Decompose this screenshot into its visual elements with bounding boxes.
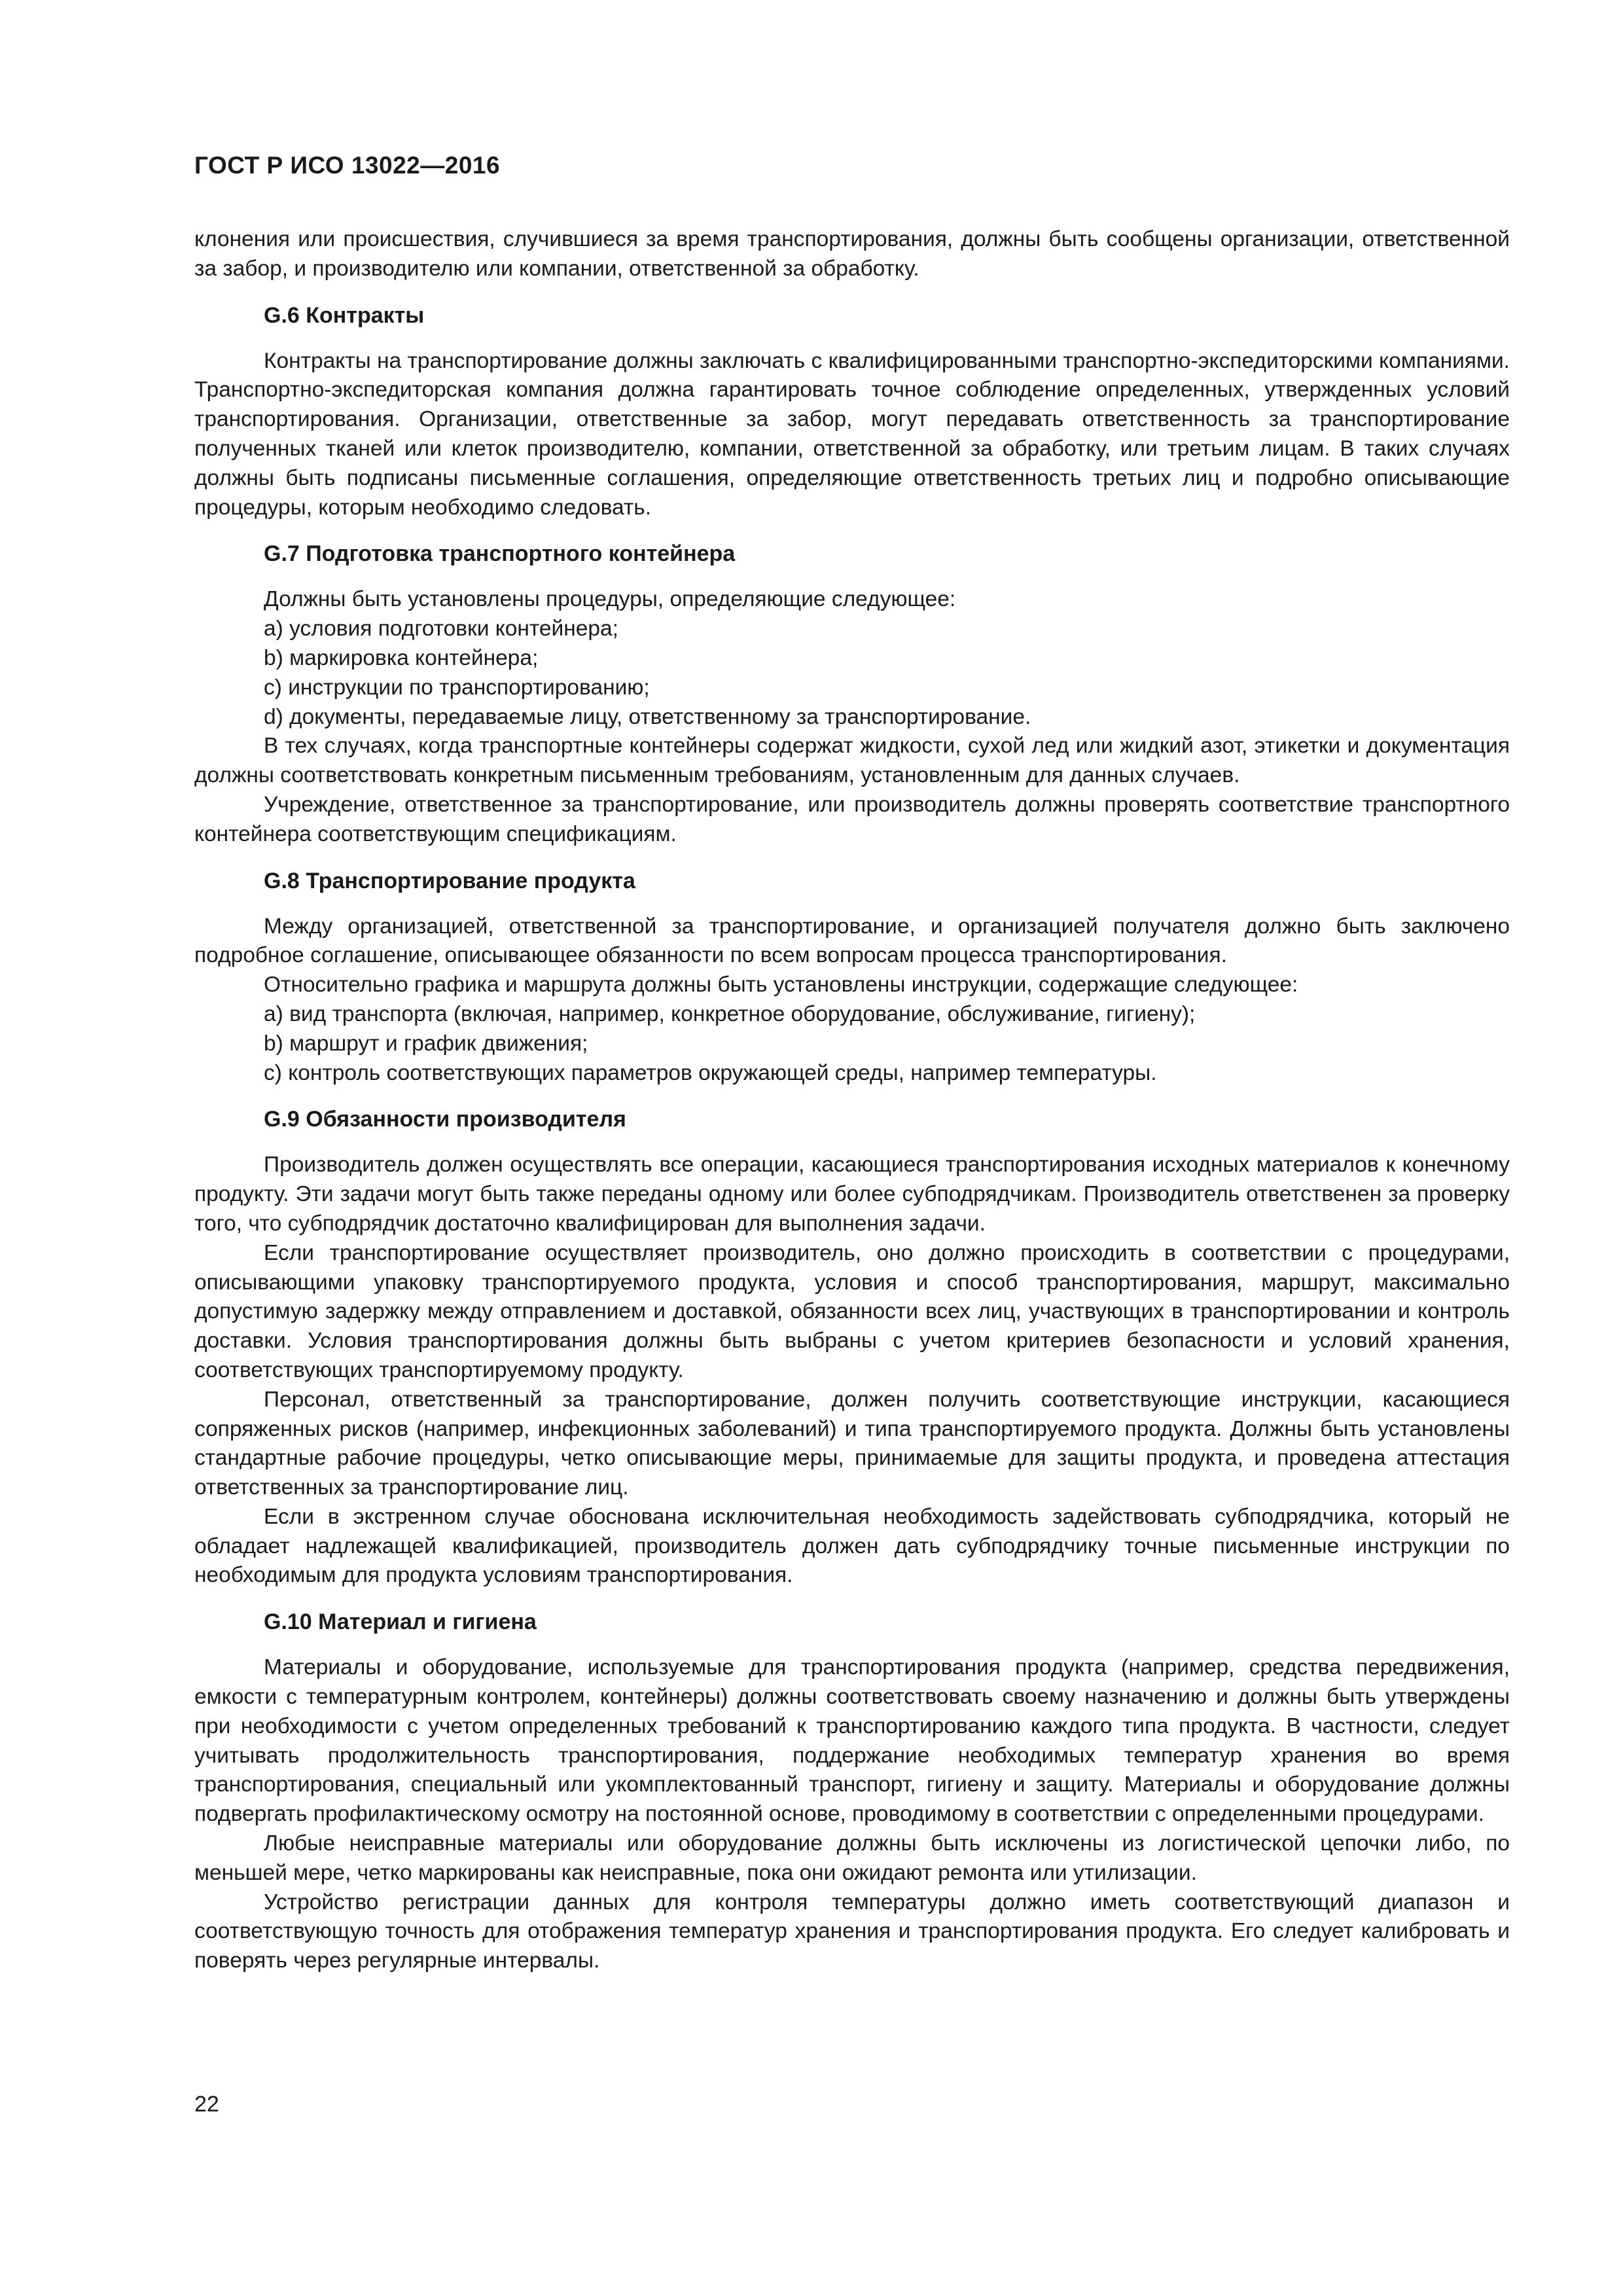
section-title-g10: G.10 Материал и гигиена (264, 1609, 537, 1635)
paragraph: Относительно графика и маршрута должны быть установлены инструкции, содержащие следующее: (264, 973, 1298, 997)
list-item: a) условия подготовки контейнера; (264, 617, 618, 641)
page-number: 22 (194, 2092, 219, 2117)
paragraph: Материалы и оборудование, используемые для транспортирования продукта (например, средства передвижения, емкости с температурным контролем, контейнеры) должны соответствовать своему назначению и должны быть утверждены при необходимости с учетом определенных требований к транспортированию каждого типа продукта. В частности, следует учитывать продолжительность транспортирования, поддержание необходимых температур хранения во время транспортирования, специальный или укомплектованный транспорт, гигиену и защиту. Материалы и оборудование должны подвергать профилактическому осмотру на постоянной основе, проводимому в соответствии с определенными процедурами. (194, 1655, 1510, 1827)
section-title-g9: G.9 Обязанности производителя (264, 1107, 626, 1132)
paragraph: Если в экстренном случае обоснована исключительная необходимость задействовать субподрядчика, который не обладает надлежащей квалификацией, производитель должен дать субподрядчику точные письменные инструкции по необходимым для продукта условиям транспортирования. (194, 1504, 1510, 1588)
paragraph: Между организацией, ответственной за транспортирование, и организацией получателя должно быть заключено подробное соглашение, описывающее обязанности по всем вопросам процесса транспортирования. (194, 914, 1510, 968)
paragraph: Учреждение, ответственное за транспортирование, или производитель должны проверять соответствие транспортного контейнера соответствующим спецификациям. (194, 792, 1510, 846)
paragraph: Производитель должен осуществлять все операции, касающиеся транспортирования исходных материалов к конечному продукту. Эти задачи могут быть также переданы одному или более субподрядчикам. Производитель ответственен за проверку того, что субподрядчик достаточно квалифицирован для выполнения задачи. (194, 1153, 1510, 1236)
paragraph: Должны быть установлены процедуры, определяющие следующее: (264, 587, 956, 612)
paragraph: Контракты на транспортирование должны заключать с квалифицированными транспортно-экспедиторскими компаниями. Транспортно-экспедиторская компания должна гарантировать точное соблюдение определенных, утвержденных условий транспортирования. Организации, ответственные за забор, могут передавать ответственность за транспортирование полученных тканей или клеток производителю, компании, ответственной за обработку, или третьим лицам. В таких случаях должны быть подписаны письменные соглашения, определяющие ответственность третьих лиц и подробно описывающие процедуры, которым необходимо следовать. (194, 348, 1510, 520)
paragraph: Персонал, ответственный за транспортирование, должен получить соответствующие инструкции, касающиеся сопряженных рисков (например, инфекционных заболеваний) и типа транспортируемого продукта. Должны быть установлены стандартные рабочие процедуры, четко описывающие меры, принимаемые для защиты продукта, и проведена аттестация ответственных за транспортирование лиц. (194, 1387, 1510, 1500)
list-item: d) документы, передаваемые лицу, ответственному за транспортирование. (264, 704, 1031, 729)
document-header: ГОСТ Р ИСО 13022—2016 (194, 152, 501, 179)
list-item: a) вид транспорта (включая, например, конкретное оборудование, обслуживание, гигиену); (264, 1001, 1196, 1026)
paragraph: В тех случаях, когда транспортные контейнеры содержат жидкости, сухой лед или жидкий азот, этикетки и документация должны соответствовать конкретным письменным требованиям, установленным для данных случаев. (194, 734, 1510, 788)
list-item: c) инструкции по транспортированию; (264, 675, 650, 700)
section-title-g6: G.6 Контракты (264, 302, 425, 328)
paragraph: Любые неисправные материалы или оборудование должны быть исключены из логистической цепочки либо, по меньшей мере, четко маркированы как неисправные, пока они ожидают ремонта или утилизации. (194, 1831, 1510, 1885)
list-item: b) маркировка контейнера; (264, 645, 539, 670)
list-item: c) контроль соответствующих параметров окружающей среды, например температуры. (264, 1060, 1157, 1085)
section-title-g7: G.7 Подготовка транспортного контейнера (264, 541, 736, 567)
list-item: b) маршрут и график движения; (264, 1031, 588, 1056)
intro-paragraph: клонения или происшествия, случившиеся за время транспортирования, должны быть сообщены организации, ответственной за забор, и производителю или компании, ответственной за обработку. (194, 227, 1510, 281)
paragraph: Если транспортирование осуществляет производитель, оно должно происходить в соответствии с процедурами, описывающими упаковку транспортируемого продукта, условия и способ транспортирования, маршрут, максимально допустимую задержку между отправлением и доставкой, обязанности всех лиц, участвующих в транспортировании и контроль доставки. Условия транспортирования должны быть выбраны с учетом критериев безопасности и условий хранения, соответствующих транспортируемому продукту. (194, 1240, 1510, 1382)
section-title-g8: G.8 Транспортирование продукта (264, 868, 635, 893)
document-body (194, 225, 1510, 1976)
paragraph: Устройство регистрации данных для контроля температуры должно иметь соответствующий диапазон и соответствующую точность для отображения температур хранения и транспортирования продукта. Его следует калибровать и поверять через регулярные интервалы. (194, 1890, 1510, 1973)
